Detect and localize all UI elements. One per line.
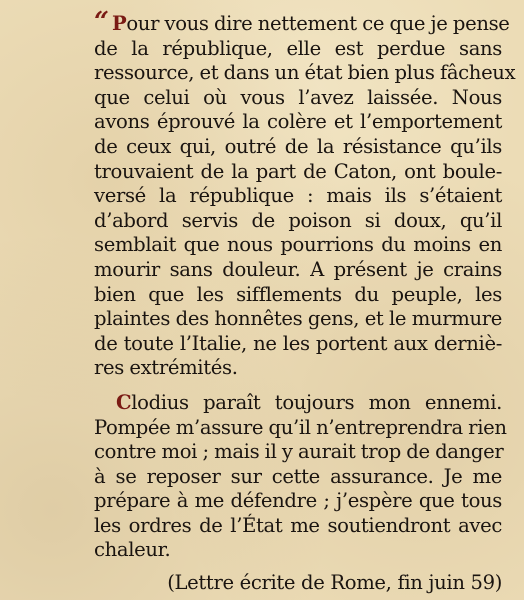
paragraph-2-line-1-text: lodius paraît toujours mon ennemi. <box>131 390 502 414</box>
paragraph-1-line-12: bien que les sifflements du peuple, les <box>94 282 502 306</box>
paragraph-1-line-5: avons éprouvé la colère et l’emportement <box>94 110 502 134</box>
paragraph-2-line-6: les ordres de l’État me soutiendront avec <box>94 513 502 537</box>
dropcap-p: P <box>111 12 127 35</box>
paragraph-1-line-3: ressource, et dans un état bien plus fâcheux <box>94 61 516 85</box>
paragraph-1-line-14: de toute l’Italie, ne les portent aux derniè- <box>94 331 502 355</box>
paragraph-1-line-8: versé la république : mais ils s’étaient <box>94 184 502 208</box>
paragraph-1-line-4: que celui où vous l’avez laissée. Nous <box>94 85 502 109</box>
paragraph-1-line-6: de ceux qui, outré de la résistance qu’ils <box>94 134 502 158</box>
dropcap-c: C <box>116 390 132 414</box>
letter-source: (Lettre écrite de Rome, fin juin 59) <box>167 571 502 595</box>
paragraph-2-line-3: contre moi ; mais il y aurait trop de danger <box>94 440 504 464</box>
opening-quote-mark: “ <box>94 7 106 37</box>
paragraph-2-line-2: Pompée m’assure qu’il n’entreprendra rien <box>94 415 507 439</box>
paragraph-2-line-7: chaleur. <box>94 538 171 562</box>
paragraph-1-line-7: trouvaient de la part de Caton, ont boule- <box>94 159 502 183</box>
paragraph-1-line-1 <box>94 7 510 37</box>
paragraph-2-line-5: prépare à me défendre ; j’espère que tous <box>94 489 502 513</box>
paragraph-2-line-4: à se reposer sur cette assurance. Je me <box>94 464 502 488</box>
paragraph-2 <box>94 390 507 563</box>
paragraph-1-line-2: de la république, elle est perdue sans <box>94 36 502 60</box>
paragraph-1 <box>94 7 516 381</box>
paragraph-1-line-10: semblait que nous pourrions du moins en <box>94 233 502 257</box>
paragraph-1-line-13: plaintes des honnêtes gens, et le murmure <box>94 307 502 331</box>
paragraph-1-line-11: mourir sans douleur. A présent je crains <box>94 257 502 281</box>
paragraph-gap <box>94 381 502 391</box>
paragraph-2-line-1 <box>94 391 502 416</box>
paragraph-1-line-15: res extrémités. <box>94 356 238 380</box>
paragraph-1-line-1-text: our vous dire nettement ce que je pense <box>126 12 510 35</box>
paragraph-1-line-9: d’abord servis de poison si doux, qu’il <box>94 208 502 232</box>
